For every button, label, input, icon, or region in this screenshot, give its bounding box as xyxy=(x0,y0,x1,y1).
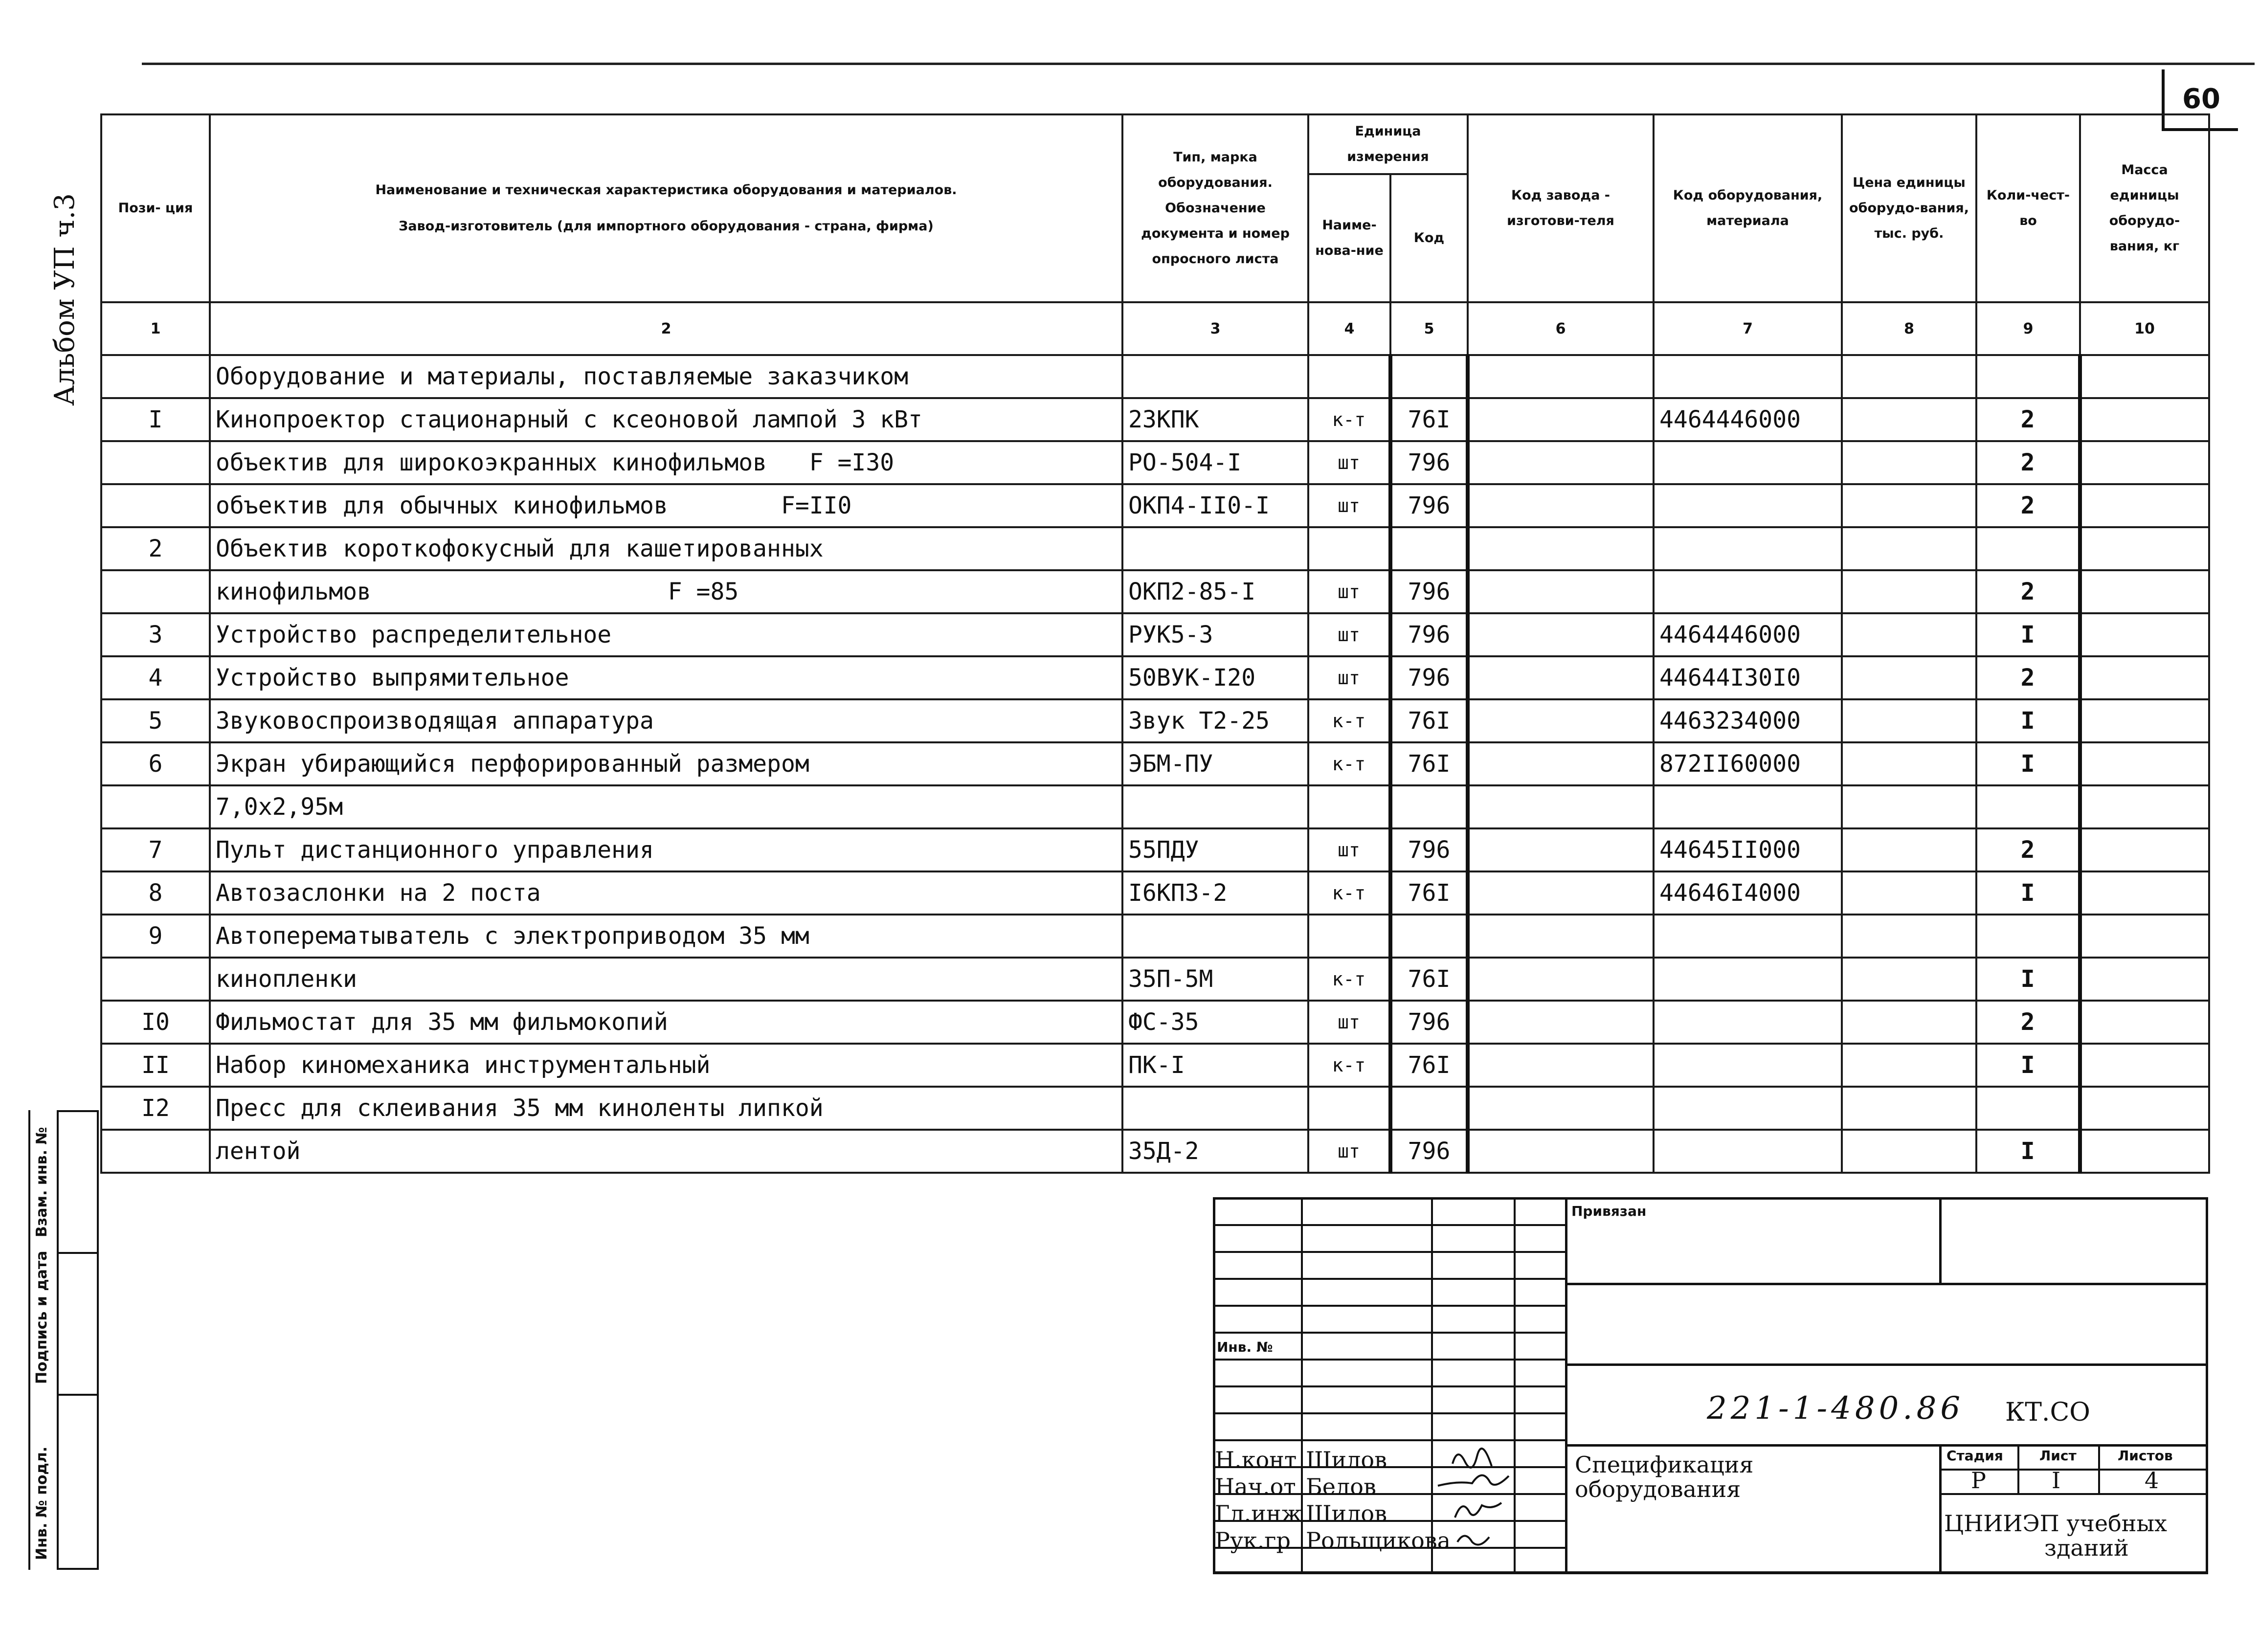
header-name xyxy=(210,114,1122,302)
cell-name: Автоперематыватель с электроприводом 35 мм xyxy=(210,915,1122,958)
cell-pos xyxy=(101,484,210,527)
table-row xyxy=(101,828,2209,871)
inv-no-label: Инв. № xyxy=(1217,1339,1273,1355)
cell-code xyxy=(1390,1087,1468,1130)
cell-name: Автозаслонки на 2 поста xyxy=(210,871,1122,915)
role-label: Нач.от xyxy=(1215,1473,1296,1500)
cell-price xyxy=(1842,915,1976,958)
cell-factory xyxy=(1468,613,1654,656)
sheets-value: 4 xyxy=(2145,1467,2159,1494)
cell-factory xyxy=(1468,958,1654,1001)
cell-pos: II xyxy=(101,1044,210,1087)
table-row xyxy=(101,656,2209,699)
cell-price xyxy=(1842,1130,1976,1173)
cell-name: 7,0х2,95м xyxy=(210,785,1122,828)
cell-type: I6КПЗ-2 xyxy=(1122,871,1308,915)
cell-code xyxy=(1390,355,1468,398)
side-label-vzam: Взам. инв. № xyxy=(33,1127,50,1237)
person-name: Шилов xyxy=(1306,1447,1387,1473)
cell-qty: I xyxy=(1976,871,2080,915)
cell-unit: к-т xyxy=(1308,958,1390,1001)
cell-pos: 6 xyxy=(101,742,210,785)
header-unit-code: Код xyxy=(1390,174,1468,302)
table-row xyxy=(101,1044,2209,1087)
cell-pos: 9 xyxy=(101,915,210,958)
cell-unit xyxy=(1308,1087,1390,1130)
cell-code: 796 xyxy=(1390,441,1468,484)
cell-equip xyxy=(1654,1130,1842,1173)
header-mass: Масса единицы оборудо-вания, кг xyxy=(2080,114,2209,302)
header-row xyxy=(101,114,2209,174)
table-row xyxy=(101,355,2209,398)
side-label-podpis: Подпись и дата xyxy=(33,1250,50,1384)
table-body xyxy=(101,355,2209,1173)
cell-unit: шт xyxy=(1308,613,1390,656)
cell-code: 796 xyxy=(1390,570,1468,613)
header-name-line2: Завод-изготовитель (для импортного оборудования - страна, фирма) xyxy=(399,219,934,234)
cell-qty xyxy=(1976,355,2080,398)
privyazan-label: Привязан xyxy=(1571,1203,1647,1219)
cell-qty xyxy=(1976,915,2080,958)
table-row xyxy=(101,398,2209,441)
cell-equip: 872II60000 xyxy=(1654,742,1842,785)
cell-unit: к-т xyxy=(1308,871,1390,915)
cell-factory xyxy=(1468,785,1654,828)
cell-unit: шт xyxy=(1308,656,1390,699)
side-label-inv: Инв. № подл. xyxy=(33,1446,50,1560)
cell-factory xyxy=(1468,1087,1654,1130)
cell-code: 76I xyxy=(1390,699,1468,742)
table-row xyxy=(101,1087,2209,1130)
cell-code: 76I xyxy=(1390,398,1468,441)
header-factory-code: Код завода - изготови-теля xyxy=(1468,114,1654,302)
table-row xyxy=(101,871,2209,915)
cell-type: 35П-5М xyxy=(1122,958,1308,1001)
document-suffix: КТ.СО xyxy=(2005,1398,2090,1427)
cell-qty: 2 xyxy=(1976,828,2080,871)
cell-pos: 4 xyxy=(101,656,210,699)
cell-mass xyxy=(2080,699,2209,742)
cell-name: Пульт дистанционного управления xyxy=(210,828,1122,871)
col-number: 6 xyxy=(1468,302,1654,355)
col-number: 1 xyxy=(101,302,210,355)
cell-type: 50ВУК-I20 xyxy=(1122,656,1308,699)
cell-name: Экран убирающийся перфорированный размером xyxy=(210,742,1122,785)
cell-code xyxy=(1390,527,1468,570)
cell-price xyxy=(1842,1044,1976,1087)
side-stamp-strip xyxy=(28,1110,97,1570)
cell-type: 23КПК xyxy=(1122,398,1308,441)
cell-pos xyxy=(101,1130,210,1173)
cell-mass xyxy=(2080,828,2209,871)
cell-factory xyxy=(1468,1130,1654,1173)
table-row xyxy=(101,915,2209,958)
cell-type xyxy=(1122,527,1308,570)
album-label: Альбом УП ч.3 xyxy=(49,193,81,406)
cell-code: 796 xyxy=(1390,1130,1468,1173)
cell-pos: I2 xyxy=(101,1087,210,1130)
cell-factory xyxy=(1468,1001,1654,1044)
cell-code: 796 xyxy=(1390,484,1468,527)
cell-name: Звуковоспроизводящая аппаратура xyxy=(210,699,1122,742)
signatures-icon xyxy=(1433,1444,1555,1557)
cell-type: ЭБМ-ПУ xyxy=(1122,742,1308,785)
cell-qty: I xyxy=(1976,1044,2080,1087)
table-row xyxy=(101,613,2209,656)
cell-equip xyxy=(1654,1044,1842,1087)
cell-mass xyxy=(2080,656,2209,699)
cell-price xyxy=(1842,1087,1976,1130)
table-row xyxy=(101,958,2209,1001)
cell-type: Звук Т2-25 xyxy=(1122,699,1308,742)
cell-code: 76I xyxy=(1390,871,1468,915)
cell-equip xyxy=(1654,355,1842,398)
col-number: 7 xyxy=(1654,302,1842,355)
cell-factory xyxy=(1468,1044,1654,1087)
cell-code: 76I xyxy=(1390,1044,1468,1087)
cell-unit: шт xyxy=(1308,1130,1390,1173)
cell-equip xyxy=(1654,527,1842,570)
table-row xyxy=(101,441,2209,484)
cell-unit: шт xyxy=(1308,828,1390,871)
cell-equip xyxy=(1654,1087,1842,1130)
cell-equip xyxy=(1654,958,1842,1001)
cell-pos xyxy=(101,958,210,1001)
cell-mass xyxy=(2080,1044,2209,1087)
cell-factory xyxy=(1468,742,1654,785)
cell-name: объектив для обычных кинофильмов F=II0 xyxy=(210,484,1122,527)
person-name: Белов xyxy=(1306,1473,1376,1500)
cell-equip: 4464446000 xyxy=(1654,613,1842,656)
cell-equip: 4463234000 xyxy=(1654,699,1842,742)
sheet-label: Лист xyxy=(2039,1448,2077,1464)
cell-pos: I xyxy=(101,398,210,441)
cell-mass xyxy=(2080,441,2209,484)
cell-factory xyxy=(1468,355,1654,398)
cell-qty xyxy=(1976,785,2080,828)
table-row xyxy=(101,570,2209,613)
header-name-line1: Наименование и техническая характеристика оборудования и материалов. xyxy=(375,182,957,198)
cell-price xyxy=(1842,527,1976,570)
cell-equip xyxy=(1654,484,1842,527)
col-number: 3 xyxy=(1122,302,1308,355)
cell-qty: 2 xyxy=(1976,398,2080,441)
cell-code: 796 xyxy=(1390,828,1468,871)
cell-name: Набор киномеханика инструментальный xyxy=(210,1044,1122,1087)
cell-equip: 44644I30I0 xyxy=(1654,656,1842,699)
table-bottom-spacer xyxy=(101,1173,2209,1174)
cell-price xyxy=(1842,1001,1976,1044)
sheet-number: 60 xyxy=(2162,69,2238,131)
cell-pos xyxy=(101,785,210,828)
cell-qty: 2 xyxy=(1976,570,2080,613)
role-label: Н.конт xyxy=(1215,1447,1297,1473)
cell-equip xyxy=(1654,915,1842,958)
cell-qty: 2 xyxy=(1976,484,2080,527)
cell-mass xyxy=(2080,742,2209,785)
header-equipment-code: Код оборудования, материала xyxy=(1654,114,1842,302)
cell-factory xyxy=(1468,699,1654,742)
col-number: 9 xyxy=(1976,302,2080,355)
cell-price xyxy=(1842,355,1976,398)
cell-price xyxy=(1842,398,1976,441)
table-row xyxy=(101,1001,2209,1044)
cell-equip: 44645II000 xyxy=(1654,828,1842,871)
sheets-label: Листов xyxy=(2118,1448,2173,1464)
cell-price xyxy=(1842,484,1976,527)
header-price: Цена единицы оборудо-вания, тыс. руб. xyxy=(1842,114,1976,302)
cell-equip xyxy=(1654,570,1842,613)
column-number-row xyxy=(101,302,2209,355)
stage-value: Р xyxy=(1971,1467,1986,1494)
cell-mass xyxy=(2080,785,2209,828)
table-row xyxy=(101,699,2209,742)
document-title-line2: оборудования xyxy=(1575,1476,1741,1502)
cell-qty: 2 xyxy=(1976,656,2080,699)
title-block xyxy=(1213,1197,2208,1574)
cell-mass xyxy=(2080,527,2209,570)
cell-price xyxy=(1842,828,1976,871)
cell-price xyxy=(1842,742,1976,785)
cell-code: 796 xyxy=(1390,1001,1468,1044)
cell-type xyxy=(1122,915,1308,958)
cell-pos: I0 xyxy=(101,1001,210,1044)
cell-mass xyxy=(2080,871,2209,915)
cell-type: РУК5-3 xyxy=(1122,613,1308,656)
cell-qty: I xyxy=(1976,699,2080,742)
document-title-line1: Спецификация xyxy=(1575,1451,1754,1478)
person-name: Шилов xyxy=(1306,1500,1387,1527)
cell-mass xyxy=(2080,570,2209,613)
cell-unit xyxy=(1308,785,1390,828)
cell-qty: I xyxy=(1976,958,2080,1001)
cell-pos xyxy=(101,355,210,398)
cell-price xyxy=(1842,871,1976,915)
cell-code: 796 xyxy=(1390,613,1468,656)
role-label: Гл.инж xyxy=(1215,1500,1302,1527)
cell-price xyxy=(1842,441,1976,484)
cell-qty: I xyxy=(1976,742,2080,785)
cell-factory xyxy=(1468,527,1654,570)
cell-code: 76I xyxy=(1390,958,1468,1001)
header-position: Пози- ция xyxy=(101,114,210,302)
cell-pos xyxy=(101,570,210,613)
table-row xyxy=(101,742,2209,785)
cell-equip xyxy=(1654,1001,1842,1044)
cell-factory xyxy=(1468,871,1654,915)
cell-factory xyxy=(1468,570,1654,613)
cell-unit xyxy=(1308,355,1390,398)
cell-unit: шт xyxy=(1308,1001,1390,1044)
cell-factory xyxy=(1468,656,1654,699)
cell-mass xyxy=(2080,1001,2209,1044)
cell-name: Устройство выпрямительное xyxy=(210,656,1122,699)
cell-code: 76I xyxy=(1390,742,1468,785)
cell-pos: 8 xyxy=(101,871,210,915)
cell-code xyxy=(1390,785,1468,828)
cell-type: ОКП2-85-I xyxy=(1122,570,1308,613)
cell-equip xyxy=(1654,441,1842,484)
col-number: 10 xyxy=(2080,302,2209,355)
cell-unit: шт xyxy=(1308,441,1390,484)
cell-type: ПК-I xyxy=(1122,1044,1308,1087)
cell-name: Оборудование и материалы, поставляемые заказчиком xyxy=(210,355,1122,398)
specification-table xyxy=(100,113,2210,1174)
cell-type: ОКП4-II0-I xyxy=(1122,484,1308,527)
cell-unit: шт xyxy=(1308,484,1390,527)
cell-name: Фильмостат для 35 мм фильмокопий xyxy=(210,1001,1122,1044)
cell-mass xyxy=(2080,355,2209,398)
table-row xyxy=(101,527,2209,570)
cell-pos: 5 xyxy=(101,699,210,742)
col-number: 2 xyxy=(210,302,1122,355)
cell-mass xyxy=(2080,613,2209,656)
cell-factory xyxy=(1468,441,1654,484)
top-border-line xyxy=(142,63,2255,65)
cell-pos: 2 xyxy=(101,527,210,570)
cell-code xyxy=(1390,915,1468,958)
cell-type xyxy=(1122,355,1308,398)
organization-line2: зданий xyxy=(2044,1535,2129,1561)
cell-type xyxy=(1122,785,1308,828)
person-name: Рольщикова xyxy=(1306,1527,1451,1554)
cell-equip: 4464446000 xyxy=(1654,398,1842,441)
cell-mass xyxy=(2080,398,2209,441)
cell-unit xyxy=(1308,527,1390,570)
cell-equip xyxy=(1654,785,1842,828)
cell-name: Устройство распределительное xyxy=(210,613,1122,656)
stage-label: Стадия xyxy=(1946,1448,2003,1464)
cell-price xyxy=(1842,613,1976,656)
cell-qty: 2 xyxy=(1976,441,2080,484)
cell-mass xyxy=(2080,958,2209,1001)
cell-mass xyxy=(2080,1087,2209,1130)
cell-price xyxy=(1842,958,1976,1001)
cell-price xyxy=(1842,656,1976,699)
cell-name: лентой xyxy=(210,1130,1122,1173)
cell-type: 55ПДУ xyxy=(1122,828,1308,871)
col-number: 5 xyxy=(1390,302,1468,355)
table-row xyxy=(101,785,2209,828)
cell-factory xyxy=(1468,915,1654,958)
cell-name: Пресс для склеивания 35 мм киноленты липкой xyxy=(210,1087,1122,1130)
cell-name: кинопленки xyxy=(210,958,1122,1001)
cell-unit: к-т xyxy=(1308,398,1390,441)
header-type: Тип, марка оборудования. Обозначение документа и номер опросного листа xyxy=(1122,114,1308,302)
cell-type: ФС-35 xyxy=(1122,1001,1308,1044)
cell-code: 796 xyxy=(1390,656,1468,699)
header-quantity: Коли-чест-во xyxy=(1976,114,2080,302)
cell-unit: к-т xyxy=(1308,742,1390,785)
cell-unit: шт xyxy=(1308,570,1390,613)
cell-qty: I xyxy=(1976,613,2080,656)
cell-name: Объектив короткофокусный для кашетированных xyxy=(210,527,1122,570)
col-number: 4 xyxy=(1308,302,1390,355)
cell-qty xyxy=(1976,527,2080,570)
cell-factory xyxy=(1468,484,1654,527)
cell-name: Кинопроектор стационарный с ксеоновой лампой 3 кВт xyxy=(210,398,1122,441)
cell-qty xyxy=(1976,1087,2080,1130)
col-number: 8 xyxy=(1842,302,1976,355)
cell-unit: к-т xyxy=(1308,699,1390,742)
cell-equip: 44646I4000 xyxy=(1654,871,1842,915)
cell-mass xyxy=(2080,1130,2209,1173)
cell-factory xyxy=(1468,398,1654,441)
cell-type: 35Д-2 xyxy=(1122,1130,1308,1173)
sheet-value: I xyxy=(2052,1467,2061,1494)
cell-pos xyxy=(101,441,210,484)
cell-mass xyxy=(2080,484,2209,527)
cell-unit xyxy=(1308,915,1390,958)
table-row xyxy=(101,484,2209,527)
cell-type xyxy=(1122,1087,1308,1130)
cell-price xyxy=(1842,785,1976,828)
cell-factory xyxy=(1468,828,1654,871)
cell-price xyxy=(1842,699,1976,742)
cell-name: объектив для широкоэкранных кинофильмов F =I30 xyxy=(210,441,1122,484)
cell-mass xyxy=(2080,915,2209,958)
document-code: 221-1-480.86 xyxy=(1707,1390,1965,1427)
organization-line1: ЦНИИЭП учебных xyxy=(1944,1510,2168,1537)
cell-qty: I xyxy=(1976,1130,2080,1173)
cell-pos: 3 xyxy=(101,613,210,656)
cell-unit: к-т xyxy=(1308,1044,1390,1087)
cell-name: кинофильмов F =85 xyxy=(210,570,1122,613)
cell-price xyxy=(1842,570,1976,613)
cell-pos: 7 xyxy=(101,828,210,871)
table-row xyxy=(101,1130,2209,1173)
cell-qty: 2 xyxy=(1976,1001,2080,1044)
header-unit-name: Наиме-нова-ние xyxy=(1308,174,1390,302)
header-unit-group: Единица измерения xyxy=(1308,114,1468,174)
role-label: Рук.гр xyxy=(1215,1527,1291,1554)
cell-type: РО-504-I xyxy=(1122,441,1308,484)
